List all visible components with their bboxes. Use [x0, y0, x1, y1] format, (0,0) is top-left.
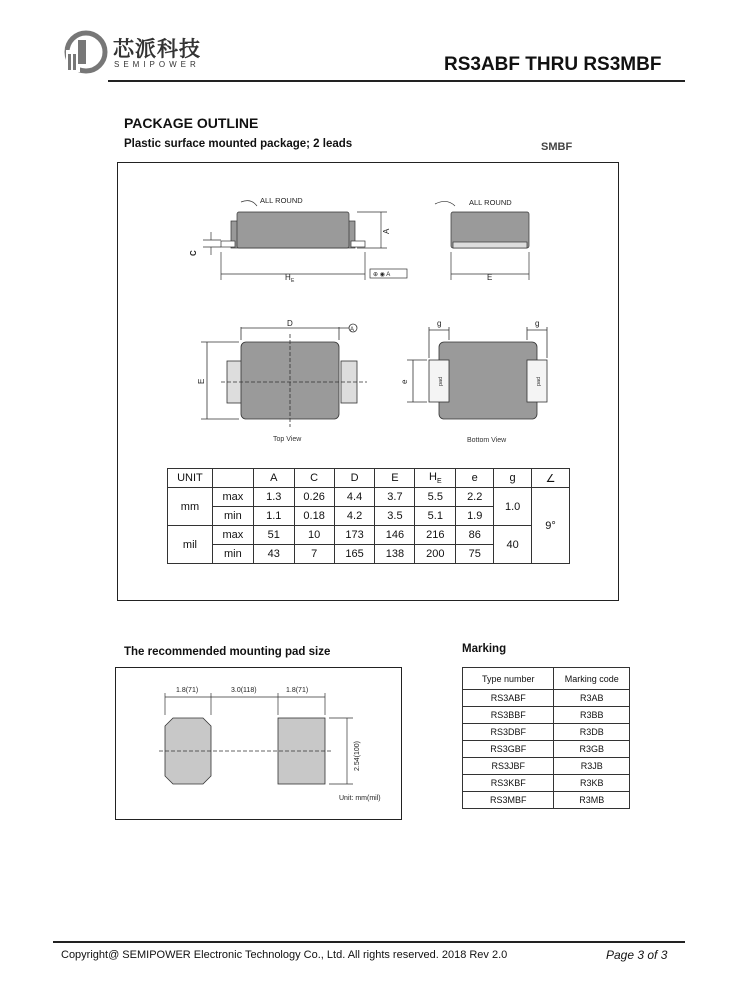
value-cell: 3.5 [375, 507, 415, 526]
dimension-table [167, 468, 570, 564]
dim-c-label: C [189, 250, 198, 256]
value-cell: 4.2 [334, 507, 375, 526]
code-cell: R3KB [554, 775, 630, 792]
code-cell: R3BB [554, 707, 630, 724]
value-cell: 3.7 [375, 488, 415, 507]
code-cell: R3DB [554, 724, 630, 741]
type-cell: RS3MBF [463, 792, 554, 809]
table-row [463, 741, 630, 758]
type-cell: RS3GBF [463, 741, 554, 758]
marking-heading: Marking [462, 643, 507, 655]
marking-header-code: Marking code [554, 668, 630, 690]
company-logo [64, 30, 108, 74]
header-rule [108, 80, 685, 82]
header-cell: A [253, 469, 294, 488]
value-cell: 1.3 [253, 488, 294, 507]
tolerance-text: ⊕ ◉ A [373, 272, 391, 278]
value-cell: 173 [334, 526, 375, 545]
package-drawing [117, 162, 619, 462]
mounting-dim-3: 1.8(71) [286, 687, 309, 694]
table-row [168, 526, 570, 545]
value-cell: 5.1 [415, 507, 456, 526]
value-cell: 4.4 [334, 488, 375, 507]
mounting-dim-1: 1.8(71) [176, 687, 199, 694]
table-row [168, 488, 570, 507]
table-header-row [168, 469, 570, 488]
value-cell: 1.9 [456, 507, 494, 526]
mounting-dim-2: 3.0(118) [231, 687, 257, 694]
mounting-dim-vertical: 2.54(100) [354, 741, 361, 771]
header-cell: C [294, 469, 334, 488]
package-name: SMBF [541, 141, 573, 153]
value-cell: 51 [253, 526, 294, 545]
table-row [463, 707, 630, 724]
package-subheading: Plastic surface mounted package; 2 leads [124, 138, 353, 150]
value-cell: 10 [294, 526, 334, 545]
g-mil-cell: 40 [494, 526, 532, 564]
table-row [463, 758, 630, 775]
value-cell: 0.26 [294, 488, 334, 507]
value-cell: 75 [456, 545, 494, 564]
header-cell: UNIT [168, 469, 213, 488]
header-cell: ∠ [532, 469, 570, 488]
unit-cell: mm [168, 488, 213, 526]
type-cell: RS3JBF [463, 758, 554, 775]
code-cell: R3GB [554, 741, 630, 758]
value-cell: 7 [294, 545, 334, 564]
unit-cell: mil [168, 526, 213, 564]
footer-copyright: Copyright@ SEMIPOWER Electronic Technology Co., Ltd. All rights reserved. 2018 Rev 2.0 [61, 949, 508, 961]
code-cell: R3MB [554, 792, 630, 809]
value-cell: 86 [456, 526, 494, 545]
value-cell: 5.5 [415, 488, 456, 507]
table-row [463, 724, 630, 741]
value-cell: 2.2 [456, 488, 494, 507]
code-cell: R3AB [554, 690, 630, 707]
mounting-drawing [115, 667, 402, 820]
type-cell: RS3KBF [463, 775, 554, 792]
header-he-sub: E [436, 478, 442, 486]
kind-cell: max [212, 526, 253, 545]
top-view [201, 324, 367, 427]
value-cell: 1.1 [253, 507, 294, 526]
bottom-view-caption: Bottom View [467, 437, 507, 444]
marking-header-row [463, 668, 630, 690]
header-cell [212, 469, 253, 488]
all-round-label-left: ALL ROUND [260, 196, 303, 205]
top-view-caption: Top View [273, 436, 302, 443]
pad-label-right: pad [536, 376, 542, 386]
type-cell: RS3ABF [463, 690, 554, 707]
code-cell: R3JB [554, 758, 630, 775]
dim-g-label-left: g [437, 319, 442, 328]
side-view-left [203, 201, 387, 280]
value-cell: 138 [375, 545, 415, 564]
kind-cell: min [212, 545, 253, 564]
type-cell: RS3BBF [463, 707, 554, 724]
dim-he-label: H [285, 273, 291, 282]
mounting-heading: The recommended mounting pad size [124, 646, 331, 658]
g-mm-cell: 1.0 [494, 488, 532, 526]
dim-e-label-top: E [197, 378, 206, 384]
value-cell: 43 [253, 545, 294, 564]
value-cell: 200 [415, 545, 456, 564]
dim-a-label: A [382, 228, 391, 234]
header-cell: g [494, 469, 532, 488]
kind-cell: min [212, 507, 253, 526]
dim-e-small-label: e [400, 379, 409, 384]
marking-header-type: Type number [463, 668, 554, 690]
table-row [463, 775, 630, 792]
dim-g-label-right: g [535, 319, 540, 328]
page-number: Page 3 of 3 [606, 948, 668, 962]
kind-cell: max [212, 488, 253, 507]
all-round-label-right: ALL ROUND [469, 198, 512, 207]
angle-cell: 9° [532, 488, 570, 564]
dim-he-sub: E [291, 278, 295, 284]
header-cell: E [375, 469, 415, 488]
logo-chinese-text: 芯派科技 [113, 38, 201, 61]
dim-e-label-side: E [487, 273, 493, 282]
value-cell: 165 [334, 545, 375, 564]
header-he: H [429, 470, 437, 483]
bottom-view [407, 327, 547, 419]
dim-d-ref: A [350, 327, 355, 333]
logo-english-text: SEMIPOWER [114, 60, 200, 69]
value-cell: 216 [415, 526, 456, 545]
value-cell: 146 [375, 526, 415, 545]
footer-rule [53, 941, 685, 943]
mounting-unit: Unit: mm(mil) [339, 795, 381, 802]
value-cell: 0.18 [294, 507, 334, 526]
table-row [463, 792, 630, 809]
side-view-right [435, 201, 529, 280]
document-title: RS3ABF THRU RS3MBF [444, 54, 662, 75]
type-cell: RS3DBF [463, 724, 554, 741]
header-cell [415, 469, 456, 488]
pad-label-left: pad [438, 376, 444, 386]
package-heading: PACKAGE OUTLINE [124, 115, 259, 131]
dim-d-label: D [287, 319, 293, 328]
marking-table [462, 667, 630, 809]
header-cell: D [334, 469, 375, 488]
table-row [463, 690, 630, 707]
header-cell: e [456, 469, 494, 488]
